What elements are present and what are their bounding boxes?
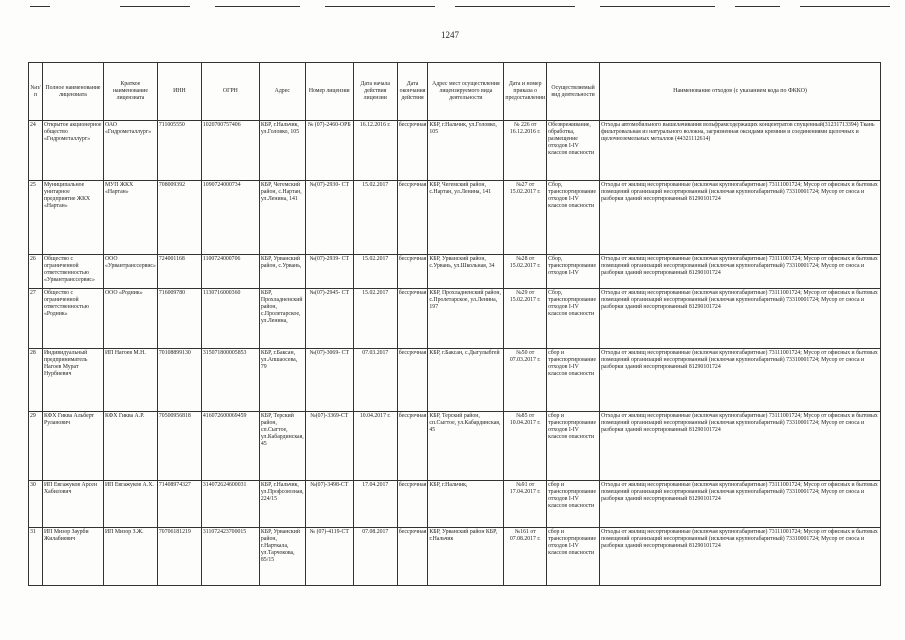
cell-short-name: МУП ЖКХ «Нартан» [104,181,158,255]
cell-ogrn: 1100724000706 [201,255,259,289]
cell-activity: Сбор, транспортирование отходов I-IV классов опасности [547,289,600,349]
cell-start-date: 07.03.2017 [353,349,397,412]
cell-license: №(07)-3069- СТ [305,349,353,412]
cell-num: 25 [29,181,43,255]
cell-place: КБР, г.Нальчик, ул.Головко, 105 [428,121,504,181]
cell-address: КБР, Урванский район, г.Нарткала, ул.Тарчокова, 85/15 [259,528,305,586]
cell-activity: Обезвреживание, обработка, размещение отходов I-IV классов опасности [547,121,600,181]
cell-full-name: Общество с ограниченной ответственностью «Родник» [43,289,104,349]
cell-short-name: ИП Нагоев М.Н. [104,349,158,412]
col-place-header: Адрес мест осуществления лицензируемого вида деятельности [428,63,504,121]
cell-end-date: бессрочная [397,349,428,412]
cell-end-date: бессрочная [397,481,428,528]
cell-num: 24 [29,121,43,181]
cell-waste: Отходы от жилищ несортированные (исключая крупногабаритные) 73111001724; Мусор от офисных и бытовых помещений организаций несортированный (исключая крупногабаритный) 73310001724; Мусор от сноса и разборки зданий несортированный 81290101724 [600,255,881,289]
cell-order: №161 от 07.08.2017 г. [504,528,547,586]
cell-waste: Отходы автомобильного вышелачивания вольфрамсодержащих концентратов спущенный(31231713394) Ткань фильтровальная из натурального волокна, загрязненная оксидами кремния и соединениями щелочных и щелочноземельных металлов (44321112614) [600,121,881,181]
cell-order: №29 от 15.02.2017 г. [504,289,547,349]
cell-start-date: 07.08.2017 [353,528,397,586]
cell-inn: 711005550 [157,121,201,181]
cell-inn: 70500956818 [157,412,201,481]
cell-license: № (07)-2460-ОРБ [305,121,353,181]
cell-place: КБР, г.Нальчик, [428,481,504,528]
cell-license: №(07)-3369-СТ [305,412,353,481]
table-row [29,181,881,255]
cell-ogrn: 1020700757406 [201,121,259,181]
cell-end-date: бессрочная [397,121,428,181]
cell-order: №27 от 15.02.2017 г. [504,181,547,255]
cell-start-date: 10.04.2017 г. [353,412,397,481]
cell-license: №(07)-2939- СТ [305,255,353,289]
cell-ogrn: 1130716000360 [201,289,259,349]
cell-short-name: ООО «Урвантранссервис» [104,255,158,289]
cell-address: КБР, Урванский район, с.Урвань, [259,255,305,289]
cell-inn: 716009780 [157,289,201,349]
cell-waste: Отходы от жилищ несортированные (исключая крупногабаритные) 73111001724; Мусор от офисных и бытовых помещений организаций несортированный (исключая крупногабаритный) 73310001724; Мусор от сноса и разборки зданий несортированный 81290101724 [600,349,881,412]
cell-address: КБР, Чегемский район, с.Нартан, ул.Ленина, 141 [259,181,305,255]
top-rule [30,6,50,7]
cell-start-date: 15.02.2017 [353,289,397,349]
cell-waste: Отходы от жилищ несортированные (исключая крупногабаритные) 73111001724; Мусор от офисных и бытовых помещений организаций несортированный (исключая крупногабаритный) 73310001724; Мусор от сноса и разборки зданий несортированный 81290101724 [600,481,881,528]
top-rule [600,6,715,7]
cell-license: №(07)-2945- СТ [305,289,353,349]
col-waste-header: Наименование отходов (с указанием кода по ФККО) [600,63,881,121]
top-rule [455,6,575,7]
table-row [29,412,881,481]
col-full-name-header: Полное наименование лицензиата [43,63,104,121]
cell-address: КБР, Терский район, сп.Сыгтое, ул.Кабардинская, 45 [259,412,305,481]
cell-place: КБР, Чегемский район, с.Нартан, ул.Ленина, 141 [428,181,504,255]
cell-start-date: 15.02.2017 [353,181,397,255]
cell-inn: 70108899130 [157,349,201,412]
cell-waste: Отходы от жилищ несортированные (исключая крупногабаритные) 73111001724; Мусор от офисных и бытовых помещений организаций несортированный (исключая крупногабаритный) 73310001724; Мусор от сноса и разборки зданий несортированный 81290101724 [600,412,881,481]
cell-activity: Сбор, транспортирование отходов I-IV [547,255,600,289]
top-rule [215,6,300,7]
table-row [29,121,881,181]
cell-ogrn: 416072600069459 [201,412,259,481]
cell-inn: 70706181219 [157,528,201,586]
col-address-header: Адрес [259,63,305,121]
cell-place: КБР, г.Баксан, с.Дыгулыбгей [428,349,504,412]
cell-short-name: ИП Мизор З.Ж. [104,528,158,586]
cell-place: КБР, Урванский район, с.Урвань, ул.Школьная, 34 [428,255,504,289]
cell-start-date: 15.02.2017 [353,255,397,289]
cell-license: №(07)-3498-СТ [305,481,353,528]
table-row [29,349,881,412]
cell-num: 28 [29,349,43,412]
cell-inn: 71408974327 [157,481,201,528]
cell-short-name: КФХ Гиква А.Р. [104,412,158,481]
cell-start-date: 16.12.2016 г. [353,121,397,181]
table-row [29,481,881,528]
cell-full-name: Открытое акционерное общество «Гидрометаллург» [43,121,104,181]
cell-activity: сбор и транспортирование отходов I-IV классов опасности [547,412,600,481]
cell-order: №91 от 17.04.2017 г. [504,481,547,528]
cell-ogrn: 314072624600031 [201,481,259,528]
license-register-table [28,62,881,586]
cell-end-date: бессрочная [397,289,428,349]
cell-license: № (07)-4119-СТ [305,528,353,586]
top-rule [735,6,780,7]
col-order-header: Дата и номер приказа о предоставлении [504,63,547,121]
cell-waste: Отходы от жилищ несортированные (исключая крупногабаритные) 73111001724; Мусор от офисных и бытовых помещений организаций несортированный (исключая крупногабаритный) 73310001724; Мусор от сноса и разборки зданий несортированный 81290101724 [600,289,881,349]
col-ogrn-header: ОГРН [201,63,259,121]
cell-activity: сбор и транспортирование отходов I-IV классов опасности [547,528,600,586]
cell-order: № 226 от 16.12.2016 г. [504,121,547,181]
cell-waste: Отходы от жилищ несортированные (исключая крупногабаритные) 73111001724; Мусор от офисных и бытовых помещений организаций несортированный (исключая крупногабаритный) 73310001724; Мусор от сноса и разборки зданий несортированный 81290101724 [600,528,881,586]
cell-place: КБР, Прохладненский район, с.Пролетарское, ул.Ленина, 197 [428,289,504,349]
cell-short-name: ИП Евгажуков А.Х. [104,481,158,528]
top-rule [800,6,890,7]
cell-place: КБР, Терский район, сп.Сыгтое, ул.Кабардинская, 45 [428,412,504,481]
cell-address: КБР, Прохладненский район, с.Пролетарское, ул.Ленина, [259,289,305,349]
page-number: 1247 [441,30,459,40]
cell-end-date: бессрочная [397,528,428,586]
cell-end-date: бессрочная [397,255,428,289]
cell-full-name: ИП Евгажуков Арсен Хабилович [43,481,104,528]
table-row [29,528,881,586]
col-num-header: №п/п [29,63,43,121]
cell-inn: 708009392 [157,181,201,255]
cell-full-name: Индивидуальный предприниматель Нагоев Мурат Нурбиевич [43,349,104,412]
cell-end-date: бессрочная [397,412,428,481]
top-rule [120,6,190,7]
cell-ogrn: 315071800005853 [201,349,259,412]
cell-address: КБР, г.Баксан, ул.Апшаосева, 79 [259,349,305,412]
cell-num: 29 [29,412,43,481]
cell-place: КБР, Урванский район КБР, г.Нальчик [428,528,504,586]
cell-address: КБР, г.Нальчик, ул.Профсоюзная, 224/15 [259,481,305,528]
cell-waste: Отходы от жилищ несортированные (исключая крупногабаритные) 73111001724; Мусор от офисных и бытовых помещений организаций несортированный (исключая крупногабаритный) 73310001724; Мусор от сноса и разборки зданий несортированный 81290101724 [600,181,881,255]
cell-inn: 724001168 [157,255,201,289]
cell-activity: сбор и транспортирование отходов I-IV классов опасности [547,481,600,528]
col-activity-header: Осуществляемый вид деятельности [547,63,600,121]
cell-ogrn: 311072423700015 [201,528,259,586]
top-rule [325,6,435,7]
cell-full-name: КФХ Гиква Альберт Руланович [43,412,104,481]
cell-activity: сбор и транспортирование отходов I-IV классов опасности [547,349,600,412]
cell-num: 31 [29,528,43,586]
table-row [29,255,881,289]
cell-full-name: ИП Мизор Заурби Жилабиевич [43,528,104,586]
cell-order: №85 от 10.04.2017 г. [504,412,547,481]
cell-ogrn: 1090724000734 [201,181,259,255]
cell-short-name: ОАО «Гидрометаллург» [104,121,158,181]
cell-license: №(07)-2930- СТ [305,181,353,255]
col-start-date-header: Дата начала действия лицензии [353,63,397,121]
cell-num: 27 [29,289,43,349]
col-end-date-header: Дата окончания действия [397,63,428,121]
cell-num: 30 [29,481,43,528]
cell-address: КБР, г.Нальчик, ул.Головко, 105 [259,121,305,181]
cell-full-name: Общество с ограниченной ответственностью «Урвантранссервис» [43,255,104,289]
header-row [29,63,881,121]
col-inn-header: ИНН [157,63,201,121]
col-short-name-header: Краткое наименование лицензиата [104,63,158,121]
cell-end-date: бессрочная [397,181,428,255]
cell-num: 26 [29,255,43,289]
cell-short-name: ООО «Родник» [104,289,158,349]
cell-full-name: Муниципальное унитарное предприятие ЖКХ «Нартан» [43,181,104,255]
table-row [29,289,881,349]
cell-order: №28 от 15.02.2017 г. [504,255,547,289]
col-license-header: Номер лицензии [305,63,353,121]
cell-activity: Сбор, транспортирование отходов I-IV классов опасности [547,181,600,255]
cell-start-date: 17.04.2017 [353,481,397,528]
cell-order: №50 от 07.03.2017 г. [504,349,547,412]
